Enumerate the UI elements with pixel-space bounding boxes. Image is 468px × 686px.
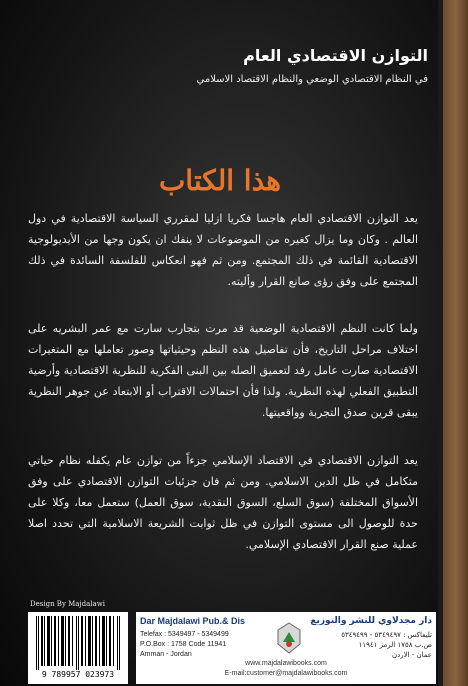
publisher-english <box>140 616 250 660</box>
publisher-pobox-en: P.O.Box : 1758 Code 11941 <box>140 641 227 648</box>
publisher-logo-icon <box>276 622 302 654</box>
paragraph-3: يعد التوازن الاقتصادي في الاقتصاد الإسلامي جزءاً من توازن عام يكفله نظام حياتي متكامل في ظل الدين الاسلامي. ومن ثم فان جزئيات التوازن الاقتصادي على وفق الأسواق المختلفة (سوق السلع، السوق النقدية، سوق العمل) ستعمل معا، وكلا على حدة للوصول الى مستوى التوازن في ظل ثوابت الشريعة الاسلامية التي تحدد اصلا عملية صنع القرار الاقتصادي الإسلامي. <box>28 454 418 551</box>
book-spine <box>443 0 468 686</box>
publisher-email[interactable]: E-mail:customer@majdalawibooks.com <box>224 670 348 677</box>
publisher-arabic <box>302 616 432 660</box>
isbn-barcode <box>28 612 128 684</box>
publisher-website[interactable]: www.majdalawibooks.com <box>245 660 327 667</box>
book-subtitle: في النظام الاقتصادي الوضعي والنظام الاقتصاد الاسلامي <box>196 74 428 85</box>
paragraph-1: يعد التوازن الاقتصادي العام هاجسا فكريا ازليا لمقرري السياسة الاقتصادية في دول العالم . وكان وما يزال كغيره من الموضوعات لا ينفك ان يكون وجها من الأيديولوجية الاقتصادية القائمة في ذلك المجتمع. ومن ثم فهو انعكاس للفلسفة السائدة في ذلك المجتمع على وفق رؤى صانع القرار وأليته. <box>28 212 418 288</box>
paragraph-2: ولما كانت النظم الاقتصادية الوضعية قد مرت بتجارب سارت مع عمر البشريه على اختلاف مراحل التاريخ، فأن تفاصيل هذه النظم وحيثياتها وصور تعاملها مع المتغيرات الاقتصادية صارت عامل رفد لتعميق الصله بين البنى الفكرية للنظرية الاقتصادية وأرضية التطبيق الفعلي لهذه النظرية. ولذا فأن احتمالات الاقتراب أو الابتعاد عن جوهر النظرية يبقى قرين صدق التجربة وواقعيتها. <box>28 322 418 419</box>
publisher-name-en: Dar Majdalawi Pub.& Dis <box>140 616 246 626</box>
publisher-name-ar: دار مجدلاوي للنشر والتوزيع <box>310 616 432 626</box>
publisher-box <box>136 612 436 684</box>
isbn-number: 9 789957 023973 <box>41 670 115 679</box>
publisher-city-en: Amman - Jordan <box>140 651 192 658</box>
design-credit: Design By Majdalawi <box>30 600 105 608</box>
book-title: التوازن الاقتصادي العام <box>243 46 428 65</box>
publisher-city-ar: عمان - الاردن <box>391 651 432 659</box>
publisher-telefax-en: Telefax : 5349497 - 5349499 <box>140 631 229 638</box>
barcode-icon <box>34 616 122 670</box>
section-heading: هذا الكتاب <box>158 164 282 197</box>
publisher-telefax-ar: تليفاكس : ٥٣٤٩٤٩٧ - ٥٣٤٩٤٩٩ <box>341 631 432 639</box>
publisher-pobox-ar: ص.ب ١٧٥٨ الرمز ١١٩٤١ <box>358 641 432 649</box>
